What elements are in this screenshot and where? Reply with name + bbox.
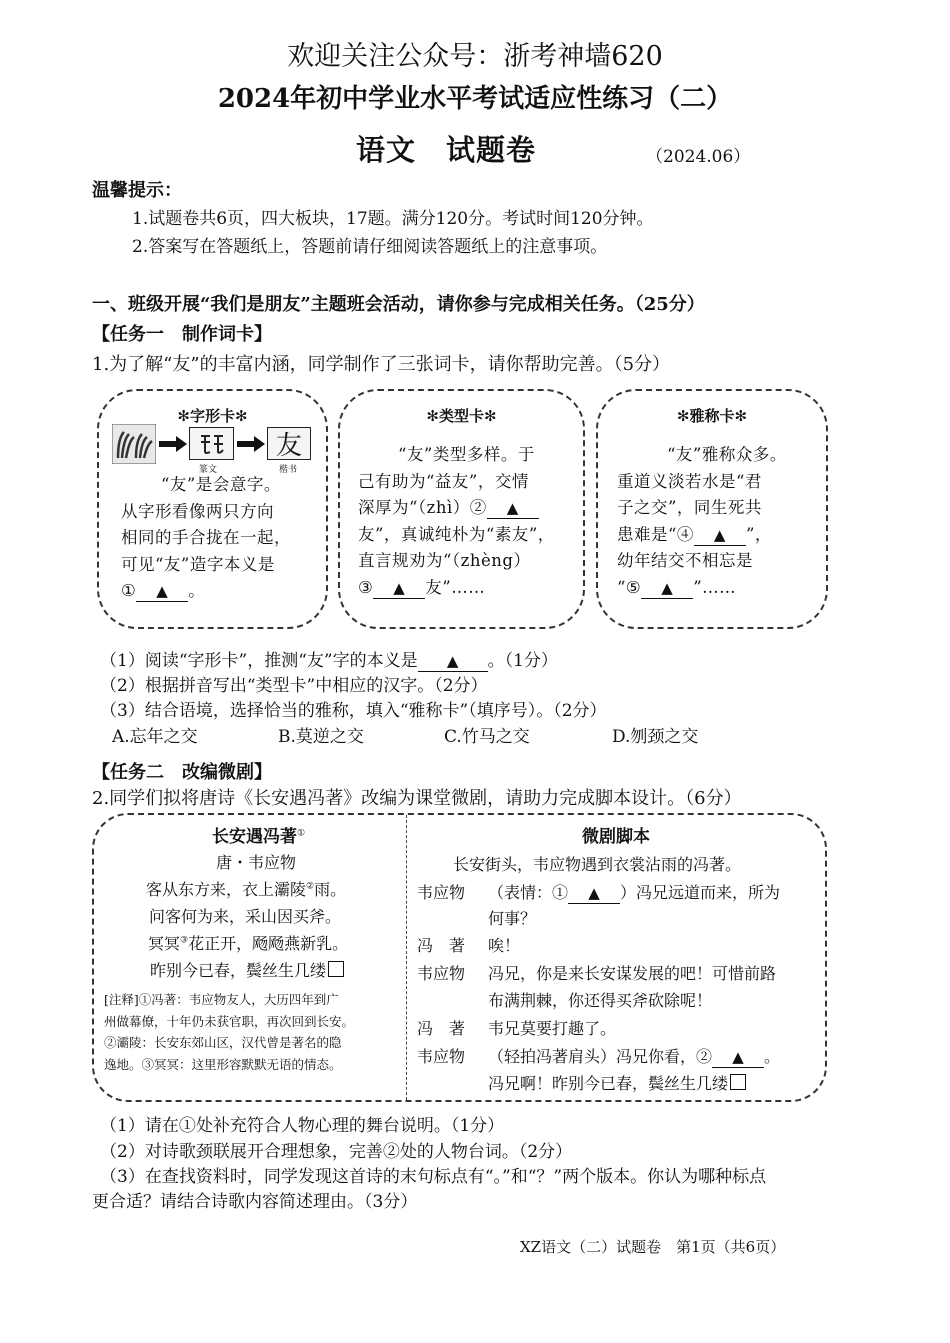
notice-item: 1.试题卷共6页，四大板块，17题。满分120分。考试时间120分钟。 [132,209,654,229]
script-title: 微剧脚本 [582,827,650,847]
blank-triangle-icon: ▲ [156,582,169,600]
poem-notes [104,989,354,1075]
option-c[interactable]: C.竹马之交 [444,727,530,747]
option-d[interactable]: D.刎颈之交 [612,727,699,747]
alias-card-line: 子之交”，同生死共 [617,498,762,517]
poem-text: 昨别今已春，鬓丝生几缕 [150,961,327,980]
question-1: 1.为了解“友”的丰富内涵，同学制作了三张词卡，请你帮助完善。（5分） [92,354,671,375]
subject-title: 语文 试题卷 [356,133,537,167]
glyph-card-line: “友”是会意字。 [161,475,281,494]
glyph-card-line: 。 [188,581,206,600]
speaker: 韦应物 [417,964,466,983]
glyph-card-line: 从字形看像两只方向 [121,501,274,521]
notice-label: 温馨提示： [92,180,182,201]
script-line [488,1071,746,1094]
poem-text: 花正开，飏飏燕新乳。 [188,934,349,953]
script-line: 冯兄，你是来长安谋发展的吧！可惜前路 [488,964,777,983]
poem-line: 问客何为来，采山因买斧。 [149,907,342,926]
answer-blank-5[interactable] [641,578,693,599]
task1-title: 【任务一 制作词卡】 [92,324,272,345]
script-line: 韦兄莫要打趣了。 [488,1019,617,1038]
script-scene: 长安街头，韦应物遇到衣裳沾雨的冯著。 [453,855,742,874]
note-line: ②灞陵：长安东郊山区，汉代曾是著名的隐 [104,1035,342,1050]
empty-box-icon [730,1074,746,1090]
type-card-line: 己有助为“益友”，交情 [358,471,529,491]
script-line [488,880,780,904]
poem-title-text: 长安遇冯著 [212,827,297,847]
blank-triangle-icon: ▲ [588,884,600,902]
answer-blank-2[interactable] [487,498,539,519]
subquestion-2-3-cont: 更合适？请结合诗歌内容简述理由。（3分） [92,1192,418,1212]
blank-triangle-icon: ▲ [661,578,674,597]
alias-card-title: ✻雅称卡✻ [676,407,748,425]
blank-number: ③ [358,577,374,597]
subquestion-1-2: （2）根据拼音写出“类型卡”中相应的汉字。（2分） [100,676,488,696]
kaishu-caption: 楷书 [279,465,298,475]
blank-triangle-icon: ▲ [732,1048,744,1066]
type-card-line: 直言规劝为“（zhèng） [358,551,531,570]
poem-text: 冥冥 [148,934,181,953]
blank-triangle-icon: ▲ [713,525,726,544]
question-2: 2.同学们拟将唐诗《长安遇冯著》改编为课堂微剧，请助力完成脚本设计。（6分） [92,788,742,809]
glyph-card-line: 相同的手合拢在一起， [121,528,291,547]
subquestion-2-1: （1）请在①处补充符合人物心理的舞台说明。（1分） [100,1116,505,1136]
arrow-right-icon [159,436,187,452]
glyph-card-title: ✻字形卡✻ [177,407,248,425]
empty-box-icon [328,961,344,977]
subquestion-2-2: （2）对诗歌颈联展开合理想象，完善②处的人物台词。（2分） [100,1142,573,1162]
alias-card-line: 患难是“④ [617,524,694,544]
exam-title: 2024年初中学业水平考试适应性练习（二） [217,84,733,114]
glyph-card-line: 可见“友”造字本义是 [121,554,275,574]
note-line: 逸地。③冥冥：这里形容默默无语的情态。 [104,1056,342,1072]
page-footer: XZ语文（二）试题卷 第1页（共6页） [520,1238,786,1256]
poem-line [150,958,344,981]
type-card-line: 友”，真诚纯朴为“素友”， [358,524,555,544]
blank-triangle-icon: ▲ [393,578,406,597]
speaker: 冯 著 [417,1019,466,1038]
subquestion-2-3: （3）在查找资料时，同学发现这首诗的末句标点有“。”和“？”两个版本。你认为哪种标点 [100,1167,767,1187]
alias-card-line: “友”雅称众多。 [667,445,787,464]
footnote-mark: ③ [180,935,189,946]
poem-line [148,931,348,954]
type-card-title: ✻类型卡✻ [426,407,497,425]
poem-text: 雨。 [314,880,347,899]
poem-text: 客从东方来，衣上灞陵 [146,880,307,899]
section-title: 一、班级开展“我们是朋友”主题班会活动，请你参与完成相关任务。（25分） [92,294,705,315]
footnote-mark: ② [306,881,315,892]
alias-card-line: “⑤ [617,577,642,597]
hands-pictograph [112,424,156,464]
script-text: 。 [764,1047,781,1066]
alias-card-line: ”…… [693,577,737,597]
arrow-right-icon [237,436,265,452]
alias-card-line: 重道义淡若水是“君 [617,471,762,491]
option-b[interactable]: B.莫逆之交 [278,727,364,747]
answer-blank-dialogue[interactable] [712,1047,764,1068]
script-line: 布满荆棘，你还得买斧砍除呢！ [488,991,713,1010]
kaishu-glyph: 友 [267,427,311,460]
seal-script-icon [197,432,227,456]
answer-blank-3[interactable] [373,578,425,599]
task2-title: 【任务二 改编微剧】 [92,762,272,783]
poem-author: 唐・韦应物 [216,853,297,872]
script-text: 冯兄啊！昨别今已春，鬓丝生几缕 [488,1074,729,1093]
seal-caption: 篆文 [199,465,218,475]
subquestion-text: （1）阅读“字形卡”，推测“友”字的本义是 [100,651,418,671]
type-card-line: 深厚为“（zhì）② [358,498,487,517]
seal-script-glyph [189,427,234,460]
banner: 欢迎关注公众号：浙考神墙620 [287,41,663,72]
answer-blank-1[interactable] [136,581,188,602]
notice-item: 2.答案写在答题纸上，答题前请仔细阅读答题纸上的注意事项。 [132,237,608,257]
blank-triangle-icon: ▲ [446,652,459,670]
script-line: 何事？ [488,909,537,928]
footnote-mark: ① [297,828,306,839]
subquestion-1-3: （3）结合语境，选择恰当的雅称，填入“雅称卡”（填序号）。（2分） [100,701,607,721]
answer-blank-meaning[interactable] [418,651,488,672]
option-a[interactable]: A.忘年之交 [112,727,198,747]
column-divider [406,815,407,1100]
subquestion-text: 。（1分） [487,651,558,671]
note-line: 州做幕僚，十年仍未获官职，再次回到长安。 [104,1013,355,1029]
alias-card-line: 幼年结交不相忘是 [617,551,753,570]
poem-title [212,822,305,847]
subquestion-1-1 [100,646,558,672]
answer-blank-4[interactable] [694,525,746,546]
exam-date: （2024.06） [646,147,751,167]
speaker: 韦应物 [417,883,466,902]
script-text: ）冯兄远道而来，所为 [620,883,781,902]
script-text: （轻拍冯著肩头）冯兄你看，② [488,1047,713,1066]
answer-blank-stage[interactable] [568,883,620,904]
blank-number: ① [121,581,137,600]
speaker: 冯 著 [417,936,466,955]
script-text: （表情：① [488,883,569,902]
script-line [488,1044,780,1068]
type-card-line: 友”…… [425,577,486,597]
speaker: 韦应物 [417,1047,466,1066]
blank-triangle-icon: ▲ [506,499,519,517]
script-line: 唉！ [488,936,521,955]
poem-line [146,877,346,900]
alias-card-line: ”， [745,524,772,544]
type-card-line: “友”类型多样。于 [398,445,535,464]
note-line: [注释]①冯著：韦应物友人，大历四年到广 [104,992,339,1007]
